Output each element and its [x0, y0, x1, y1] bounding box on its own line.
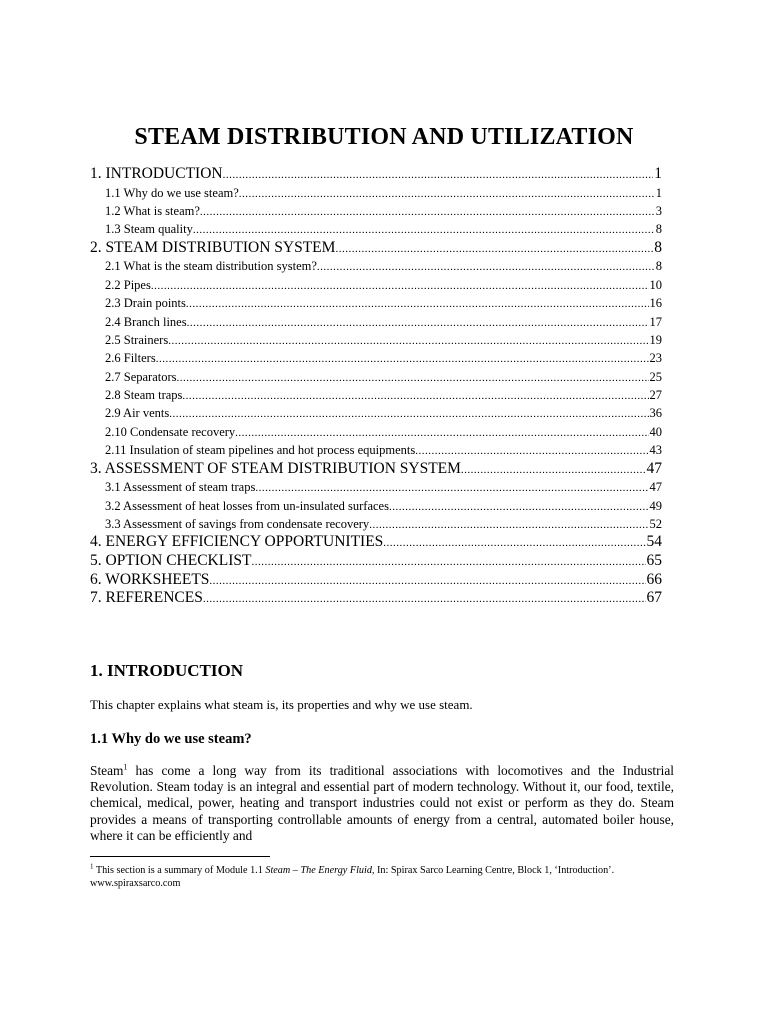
toc-entry-page: 66	[646, 570, 662, 588]
toc-entry-page: 43	[649, 443, 662, 458]
toc-entry-label: 2.10 Condensate recovery	[105, 424, 236, 439]
toc-entry-page: 8	[655, 259, 662, 274]
toc-entry-page: 47	[646, 459, 662, 477]
toc-entry[interactable]	[90, 423, 662, 441]
toc-entry-page: 17	[649, 314, 662, 329]
toc-entry-label: 2.6 Filters	[105, 351, 156, 366]
toc-dot-leader	[186, 295, 649, 312]
subsection-heading-why-steam: 1.1 Why do we use steam?	[90, 731, 252, 747]
toc-entry-label: 3.2 Assessment of heat losses from un-insulated surfaces	[105, 498, 389, 513]
toc-entry-page: 19	[649, 332, 662, 347]
footnote-italic: Steam – The Energy Fluid,	[265, 865, 375, 876]
toc-entry[interactable]	[90, 220, 662, 238]
toc-entry[interactable]	[90, 239, 662, 258]
section-heading-introduction: 1. INTRODUCTION	[90, 661, 244, 680]
toc-entry-label: 3.3 Assessment of savings from condensate recovery	[105, 517, 370, 532]
toc-entry-label: 2.7 Separators	[105, 369, 177, 384]
toc-entry[interactable]	[90, 349, 662, 367]
toc-entry-page: 10	[649, 277, 662, 292]
toc-entry[interactable]	[90, 441, 662, 459]
toc-entry-label: 2. STEAM DISTRIBUTION SYSTEM	[90, 238, 336, 256]
toc-entry-label: 1.3 Steam quality	[105, 222, 193, 237]
toc-entry-page: 67	[646, 589, 662, 607]
toc-dot-leader	[317, 258, 655, 275]
toc-entry-page: 40	[649, 424, 662, 439]
toc-dot-leader	[169, 405, 648, 422]
toc-entry-page: 49	[649, 498, 662, 513]
toc-entry[interactable]	[90, 497, 662, 515]
toc-entry-label: 3.1 Assessment of steam traps	[105, 480, 256, 495]
footnote-suffix: In: Spirax Sarco Learning Centre, Block 1, ‘Introduction’. www.spiraxsarco.com	[90, 865, 615, 889]
toc-entry[interactable]	[90, 165, 662, 184]
toc-entry-page: 23	[649, 351, 662, 366]
toc-entry-page: 16	[649, 296, 662, 311]
toc-dot-leader	[369, 516, 648, 533]
lead-word: Steam	[90, 763, 124, 778]
toc-entry-page: 8	[654, 238, 662, 256]
toc-entry[interactable]	[90, 294, 662, 312]
toc-entry[interactable]	[90, 184, 662, 202]
toc-entry-page: 47	[649, 480, 662, 495]
toc-entry-label: 2.2 Pipes	[105, 277, 151, 292]
toc-dot-leader	[235, 424, 648, 441]
toc-entry-label: 2.11 Insulation of steam pipelines and hot process equipments	[105, 443, 416, 458]
footnote-prefix: This section is a summary of Module 1.1	[93, 865, 266, 876]
toc-entry-label: 5. OPTION CHECKLIST	[90, 552, 252, 570]
toc-entry[interactable]	[90, 533, 662, 552]
toc-entry[interactable]	[90, 368, 662, 386]
toc-dot-leader	[182, 387, 648, 404]
toc-entry-page: 54	[646, 533, 662, 551]
toc-dot-leader	[461, 461, 646, 479]
toc-entry[interactable]	[90, 202, 662, 220]
toc-entry-page: 36	[649, 406, 662, 421]
toc-dot-leader	[335, 240, 653, 258]
toc-dot-leader	[200, 203, 655, 220]
toc-entry[interactable]	[90, 460, 662, 479]
page-title: STEAM DISTRIBUTION AND UTILIZATION	[134, 124, 634, 150]
footnote	[90, 864, 690, 890]
toc-entry-page: 27	[649, 388, 662, 403]
paragraph-text: has come a long way from its traditional associations with locomotives and the Industrial Revolution. Steam today is an integral and essential part of modern technology. Without it, our food, textile, chemical, medical, power, heating and transport industries could not exist or perform as they do. Steam provides a means of transporting controllable amounts of energy from a central, automated boiler house, where it can be efficiently and	[90, 763, 674, 843]
toc-entry-label: 2.5 Strainers	[105, 332, 169, 347]
body-paragraph	[90, 763, 674, 844]
toc-entry[interactable]	[90, 257, 662, 275]
toc-dot-leader	[415, 442, 648, 459]
toc-entry-page: 1	[655, 185, 662, 200]
table-of-contents	[90, 165, 662, 608]
toc-entry[interactable]	[90, 276, 662, 294]
toc-dot-leader	[193, 221, 655, 238]
toc-dot-leader	[389, 498, 649, 515]
toc-entry-page: 52	[649, 517, 662, 532]
toc-entry-page: 25	[649, 369, 662, 384]
toc-entry-label: 4. ENERGY EFFICIENCY OPPORTUNITIES	[90, 533, 384, 551]
toc-entry-page: 3	[655, 203, 662, 218]
intro-paragraph: This chapter explains what steam is, its properties and why we use steam.	[90, 697, 473, 712]
toc-entry[interactable]	[90, 515, 662, 533]
toc-entry[interactable]	[90, 386, 662, 404]
toc-dot-leader	[203, 590, 646, 608]
toc-entry-label: 2.3 Drain points	[105, 296, 186, 311]
toc-entry[interactable]	[90, 331, 662, 349]
toc-entry-label: 2.8 Steam traps	[105, 388, 183, 403]
toc-entry-label: 1. INTRODUCTION	[90, 165, 223, 182]
footnote-number: 1	[90, 862, 94, 871]
toc-dot-leader	[239, 185, 655, 202]
toc-entry-label: 1.1 Why do we use steam?	[105, 185, 239, 200]
toc-dot-leader	[383, 534, 645, 552]
toc-entry-page: 8	[655, 222, 662, 237]
toc-entry[interactable]	[90, 589, 662, 608]
toc-dot-leader	[177, 369, 649, 386]
toc-entry-page: 1	[654, 165, 662, 182]
toc-entry[interactable]	[90, 571, 662, 590]
toc-entry[interactable]	[90, 478, 662, 496]
toc-entry-label: 2.4 Branch lines	[105, 314, 187, 329]
toc-entry[interactable]	[90, 313, 662, 331]
toc-entry-label: 2.1 What is the steam distribution system?	[105, 259, 317, 274]
toc-dot-leader	[209, 572, 645, 590]
toc-entry-label: 3. ASSESSMENT OF STEAM DISTRIBUTION SYSTEM	[90, 459, 461, 477]
toc-dot-leader	[168, 332, 648, 349]
toc-entry-label: 1.2 What is steam?	[105, 203, 200, 218]
toc-entry-label: 7. REFERENCES	[90, 589, 203, 607]
toc-entry-label: 2.9 Air vents	[105, 406, 170, 421]
toc-entry[interactable]	[90, 552, 662, 571]
footnote-reference[interactable]: 1	[123, 762, 128, 772]
toc-dot-leader	[151, 277, 649, 294]
toc-dot-leader	[255, 479, 648, 496]
toc-dot-leader	[223, 166, 654, 184]
footnote-separator	[90, 856, 270, 857]
toc-dot-leader	[156, 350, 649, 367]
toc-dot-leader	[251, 553, 645, 571]
toc-entry[interactable]	[90, 404, 662, 422]
toc-entry-label: 6. WORKSHEETS	[90, 570, 210, 588]
toc-dot-leader	[187, 314, 649, 331]
toc-entry-page: 65	[646, 552, 662, 570]
